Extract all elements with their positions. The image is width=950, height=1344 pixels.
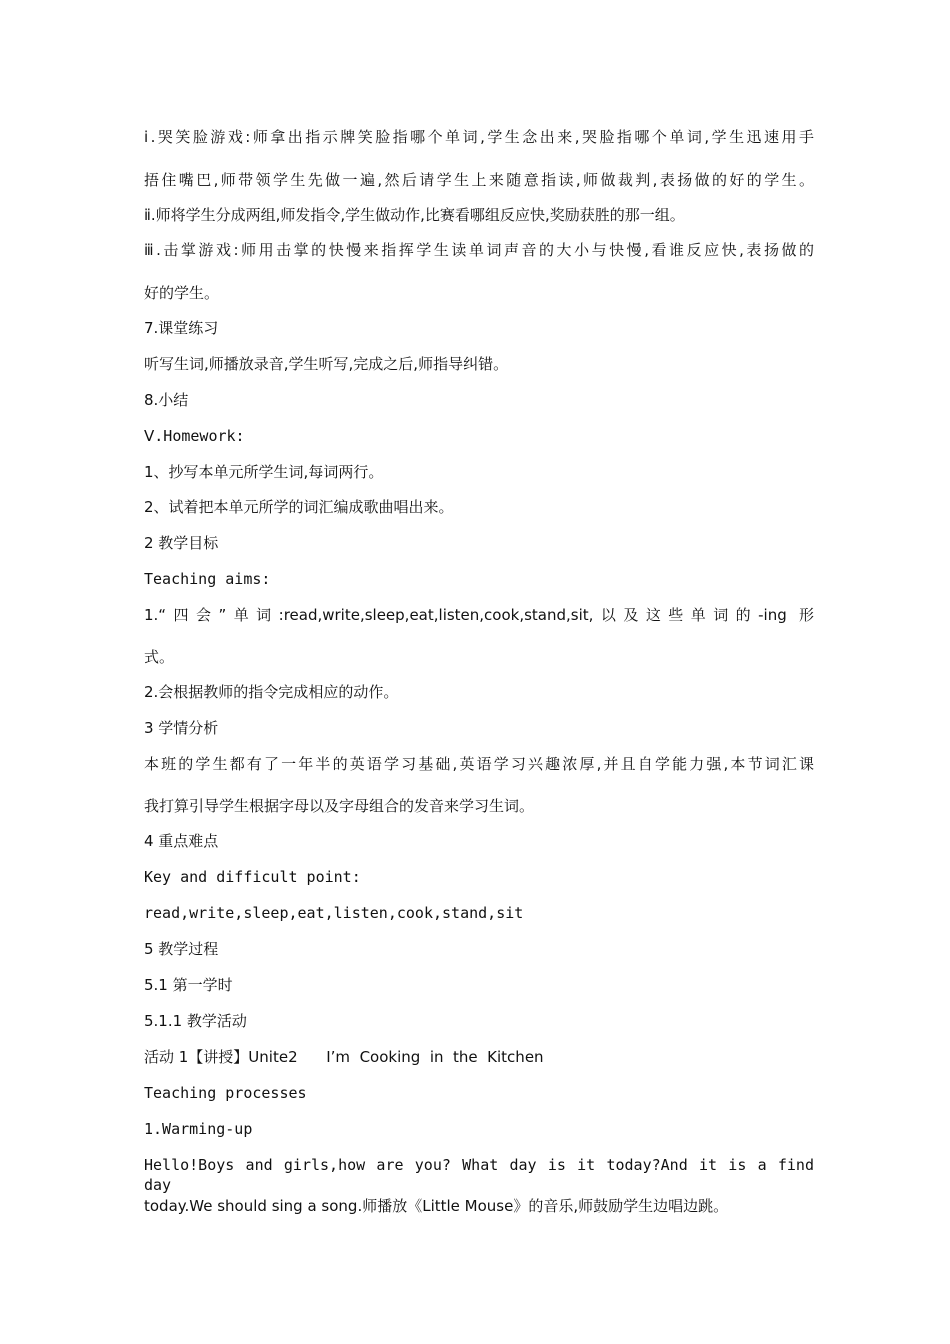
section-heading: 8.小结 [144,391,189,409]
paragraph-line: ⅱ.师将学生分成两组,师发指令,学生做动作,比赛看哪组反应快,奖励获胜的那一组。 [144,206,685,224]
paragraph-line: read,write,sleep,eat,listen,cook,stand,sit [144,904,524,922]
section-heading: 2 教学目标 [144,534,219,552]
paragraph-line: 好的学生。 [144,284,220,302]
paragraph-line: ⅰ.哭笑脸游戏:师拿出指示牌笑脸指哪个单词,学生念出来,哭脸指哪个单词,学生迅速用手 [144,128,814,146]
paragraph-line: ⅲ.击掌游戏:师用击掌的快慢来指挥学生读单词声音的大小与快慢,看谁反应快,表扬做的 [144,241,814,259]
paragraph-line: 捂住嘴巴,师带领学生先做一遍,然后请学生上来随意指读,师做裁判,表扬做的好的学生。 [144,171,814,189]
list-item: 1、抄写本单元所学生词,每词两行。 [144,463,384,481]
list-item: 2、试着把本单元所学的词汇编成歌曲唱出来。 [144,498,454,516]
paragraph-line: 1.Warming-up [144,1120,253,1138]
section-heading: 7.课堂练习 [144,319,219,337]
activity-title: 活动 1【讲授】Unite2 I’m Cooking in the Kitchen [144,1048,544,1066]
paragraph-line: today.We should sing a song.师播放《Little Mouse》的音乐,师鼓励学生边唱边跳。 [144,1197,729,1215]
section-heading: 5.1.1 教学活动 [144,1012,247,1030]
paragraph-line: 2.会根据教师的指令完成相应的动作。 [144,683,399,701]
section-heading: 5 教学过程 [144,940,219,958]
paragraph-line: 1.“四会”单词:read,write,sleep,eat,listen,cook,stand,sit,以及这些单词的-ing 形 [144,606,814,624]
paragraph-line: 我打算引导学生根据字母以及字母组合的发音来学习生词。 [144,797,535,815]
section-heading: Ⅴ.Homework: [144,427,245,445]
section-heading: 3 学情分析 [144,719,219,737]
paragraph-line: Hello!Boys and girls,how are you? What day is it today?And it is a find day [144,1156,814,1194]
paragraph-line: 式。 [144,648,175,666]
paragraph-line: 本班的学生都有了一年半的英语学习基础,英语学习兴趣浓厚,并且自学能力强,本节词汇课 [144,755,814,773]
section-heading: 4 重点难点 [144,832,219,850]
paragraph-line: Key and difficult point: [144,868,361,886]
paragraph-line: Teaching processes [144,1084,307,1102]
section-heading: 5.1 第一学时 [144,976,233,994]
paragraph-line: Teaching aims: [144,570,271,588]
paragraph-line: 听写生词,师播放录音,学生听写,完成之后,师指导纠错。 [144,355,509,373]
